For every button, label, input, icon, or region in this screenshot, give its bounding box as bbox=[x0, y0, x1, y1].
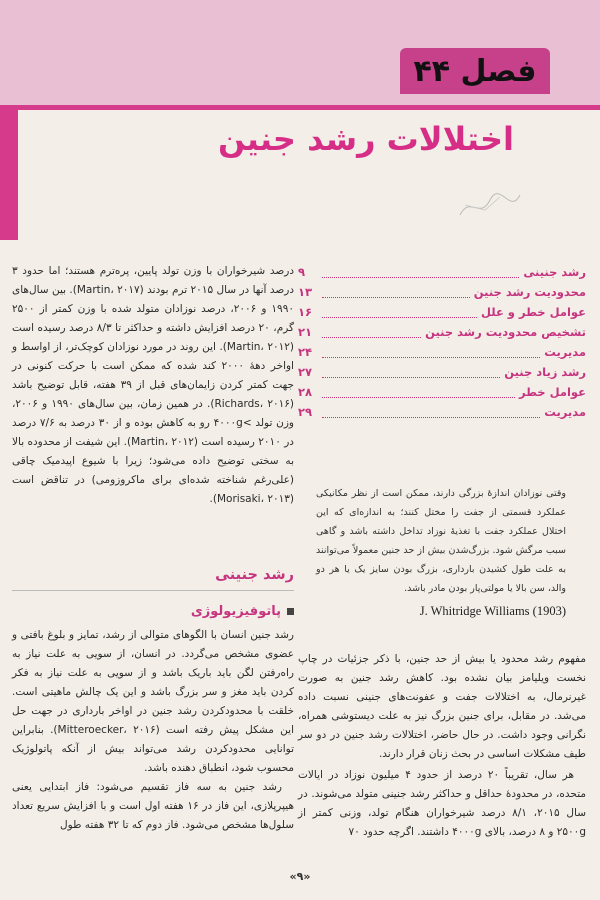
toc-leader-dots bbox=[322, 367, 500, 378]
toc-title: مدیریت bbox=[544, 345, 586, 359]
toc-title: رشد جنینی bbox=[523, 265, 586, 279]
pencil-doodle bbox=[455, 185, 525, 225]
intro-text bbox=[298, 650, 586, 842]
toc-row bbox=[298, 322, 586, 342]
toc-title: مدیریت bbox=[544, 405, 586, 419]
subsection-body bbox=[12, 626, 294, 835]
toc-page-number: ۲۹ bbox=[298, 405, 313, 419]
intro-paragraph-2: هر سال، تقریباً ۲۰ درصد از حدود ۴ میلیون نوزاد در ایالات متحده، در محدودهٔ حداقل و حداکثر رشد جنینی متولد می‌شوند. در سال ۲۰۱۵، ۸/۱ درصد شیرخواران هنگام تولد، وزنی کمتر از ۲۵۰۰g و ۸ درصد، بالای ۴۰۰۰g داشتند. اگرچه حدود ۷۰ bbox=[298, 769, 587, 838]
toc-leader-dots bbox=[322, 347, 540, 358]
epigraph-author: J. Whitridge Williams (1903) bbox=[419, 604, 566, 618]
square-bullet-icon bbox=[287, 608, 294, 615]
table-of-contents bbox=[298, 262, 586, 422]
toc-page-number: ۱۶ bbox=[298, 305, 313, 319]
section-divider bbox=[12, 590, 294, 591]
chapter-tab bbox=[400, 48, 550, 94]
toc-page-number: ۲۸ bbox=[298, 385, 313, 399]
toc-row bbox=[298, 342, 586, 362]
side-stripe bbox=[0, 108, 18, 240]
toc-page-number: ۲۱ bbox=[298, 325, 313, 339]
toc-title: تشخیص محدودیت رشد جنین bbox=[425, 325, 586, 339]
chapter-label: فصل ۴۴ bbox=[413, 53, 537, 89]
toc-row bbox=[298, 362, 586, 382]
section-heading: رشد جنینی bbox=[215, 567, 294, 583]
toc-row bbox=[298, 262, 586, 282]
toc-leader-dots bbox=[322, 307, 477, 318]
epigraph-quote: وقتی نوزادان اندازهٔ بزرگی دارند، ممکن است از نظر مکانیکی عملکرد قسمتی از جفت را مختل کنند؛ به اندازه‌ای که این اختلال عملکرد جفت با تغذیهٔ نوزاد تداخل داشته باشد و گاهی سبب مرگش شود. بزرگ‌شدن بیش از حد جنین معمولاً می‌توانند به علت طول کشیدن بارداری، بزرگ بودن سایز یک یا هر دو والد، سن بالا یا مولتی‌پار بودن مادر باشد. bbox=[316, 488, 566, 594]
intro-paragraph-1: مفهوم رشد محدود یا بیش از حد جنین، با ذکر جزئیات در چاپ نخست ویلیامز بیان نشده بود. کاهش رشد جنین به صورت غیرنرمال، به اختلالات جفت و عفونت‌های جنینی نسبت داده می‌شد. در مقابل، برای جنین بزرگ نیز به علت دیستوشی همراه، نگرانی وجود داشت. در حال حاضر، اختلالات رشد جنین در دو سر طیف مشکلات اساسی در بحث زنان قرار دارند. bbox=[298, 653, 586, 760]
toc-page-number: ۹ bbox=[298, 265, 306, 279]
toc-leader-dots bbox=[322, 287, 470, 298]
toc-row bbox=[298, 382, 586, 402]
toc-row bbox=[298, 402, 586, 422]
subsection-heading bbox=[12, 604, 294, 619]
subsection-paragraph-2: رشد جنین به سه فاز تقسیم می‌شود: فاز ابتدایی یعنی هیپرپلازی، این فاز در ۱۶ هفته اول است و با افزایش سریع تعداد سلول‌ها مشخص می‌شود. فاز دوم که تا ۳۲ هفته طول bbox=[12, 781, 294, 831]
toc-page-number: ۲۷ bbox=[298, 365, 313, 379]
subsection-heading-text: پاتوفیزیولوژی bbox=[190, 604, 281, 619]
subsection-paragraph-1: رشد جنین انسان با الگوهای متوالی از رشد، تمایز و بلوغ بافتی و عضوی مشخص می‌گردد. در انسان، از سویی به علت نیاز به راه‌رفتن لگن باید باریک باشد و از سویی به علت نیاز به فکر کردن باید مغز و سر بزرگ باشد و این یک چالش ماهیتی است. خلقت با محدود‌کردن رشد جنین در اواخر بارداری در جهت حل این مشکل پیش رفته است (Mitteroecker، ۲۰۱۶). بنابراین توانایی محدودکردن رشد می‌تواند بیش از آنکه پاتولوژیک محسوب شود، انطباق دهنده باشد. bbox=[12, 629, 294, 774]
toc-leader-dots bbox=[322, 267, 519, 278]
left-column-text: درصد شیرخواران با وزن تولد پایین، پره‌ترم هستند؛ اما حدود ۳ درصد آنها در سال ۲۰۱۵ ترم بودند (Martin، ۲۰۱۷). بین سال‌های ۱۹۹۰ و ۲۰۰۶، درصد نوزادان متولد شده با وزن کمتر از ۲۵۰۰ گرم، ۲۰ درصد افزایش داشته و حداکثر تا ۸/۳ درصد رسیده است (Martin، ۲۰۱۲). این روند در مورد نوزادان کوچک‌تر، از اواسط و اواخر دههٔ ۲۰۰۰ کند شده که ممکن است با حرکت کنونی در جهت کمتر کردن زایمان‌های قبل از ۳۹ هفته، قابل توضیح باشد (Richards، ۲۰۱۶). در همین زمان، بین سال‌های ۱۹۹۰ و ۲۰۰۶، وزن تولد >۴۰۰۰g رو به کاهش بوده و از ۳۰ درصد به ۷/۶ درصد در ۲۰۱۰ رسیده است (Martin، ۲۰۱۲). این شیفت از محدوده بالا به سختی توضیح داده می‌شود؛ زیرا با شیوع اپیدمیک چاقی (علی‌رغم شناخته شده‌ای برای ماکروزومی) در تناقض است (Morisaki، ۲۰۱۳). bbox=[12, 265, 295, 505]
toc-page-number: ۱۳ bbox=[298, 285, 313, 299]
chapter-header bbox=[0, 0, 600, 255]
toc-title: رشد زیاد جنین bbox=[504, 365, 586, 379]
toc-leader-dots bbox=[322, 407, 540, 418]
toc-leader-dots bbox=[322, 327, 421, 338]
header-rule bbox=[0, 105, 600, 110]
toc-title: عوامل خطر bbox=[518, 385, 586, 399]
toc-title: محدودیت رشد جنین bbox=[473, 285, 586, 299]
toc-row bbox=[298, 282, 586, 302]
chapter-title: اختلالات رشد جنین bbox=[217, 120, 514, 158]
toc-leader-dots bbox=[322, 387, 515, 398]
page-number: «۹» bbox=[289, 870, 311, 883]
toc-row bbox=[298, 302, 586, 322]
toc-title: عوامل خطر و علل bbox=[480, 305, 586, 319]
toc-page-number: ۲۴ bbox=[298, 345, 313, 359]
